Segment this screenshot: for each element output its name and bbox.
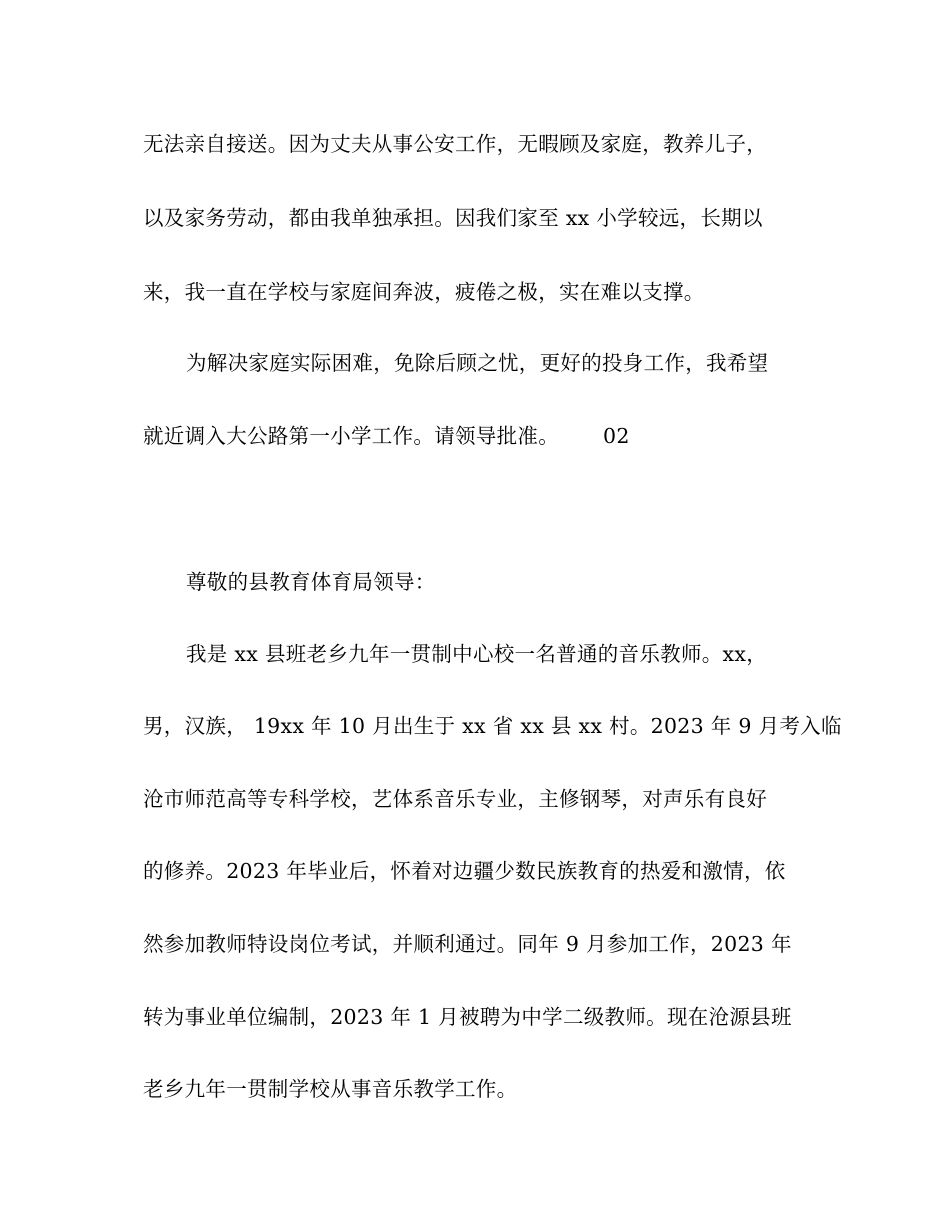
salutation: 尊敬的县教育体育局领导：	[186, 570, 436, 594]
text-line: 无法亲自接送。因为丈夫从事公安工作，无暇顾及家庭，教养儿子，	[143, 132, 767, 156]
text-line: 老乡九年一贯制学校从事音乐教学工作。	[143, 1077, 518, 1101]
text-line	[143, 422, 630, 450]
text-line: 以及家务劳动，都由我单独承担。因我们家至 xx 小学较远，长期以	[143, 206, 763, 230]
text-line: 的修养。2023 年毕业后，怀着对边疆少数民族教育的热爱和激情，依	[143, 859, 786, 883]
text-line: 为解决家庭实际困难，免除后顾之忧，更好的投身工作，我希望	[186, 351, 769, 375]
text-line: 然参加教师特设岗位考试，并顺利通过。同年 9 月参加工作，2023 年	[143, 932, 792, 956]
text-line: 转为事业单位编制，2023 年 1 月被聘为中学二级教师。现在沧源县班	[143, 1005, 792, 1029]
text-line: 沧市师范高等专科学校，艺体系音乐专业，主修钢琴，对声乐有良好	[143, 787, 767, 811]
text-line-content: 就近调入大公路第一小学工作。请领导批准。	[143, 424, 559, 448]
page-marker: 02	[603, 424, 630, 448]
text-line: 男，汉族， 19xx 年 10 月出生于 xx 省 xx 县 xx 村。2023 年 9 月考入临	[143, 714, 842, 738]
text-line: 来，我一直在学校与家庭间奔波，疲倦之极，实在难以支撑。	[143, 280, 705, 304]
text-line: 我是 xx 县班老乡九年一贯制中心校一名普通的音乐教师。xx，	[186, 642, 768, 666]
